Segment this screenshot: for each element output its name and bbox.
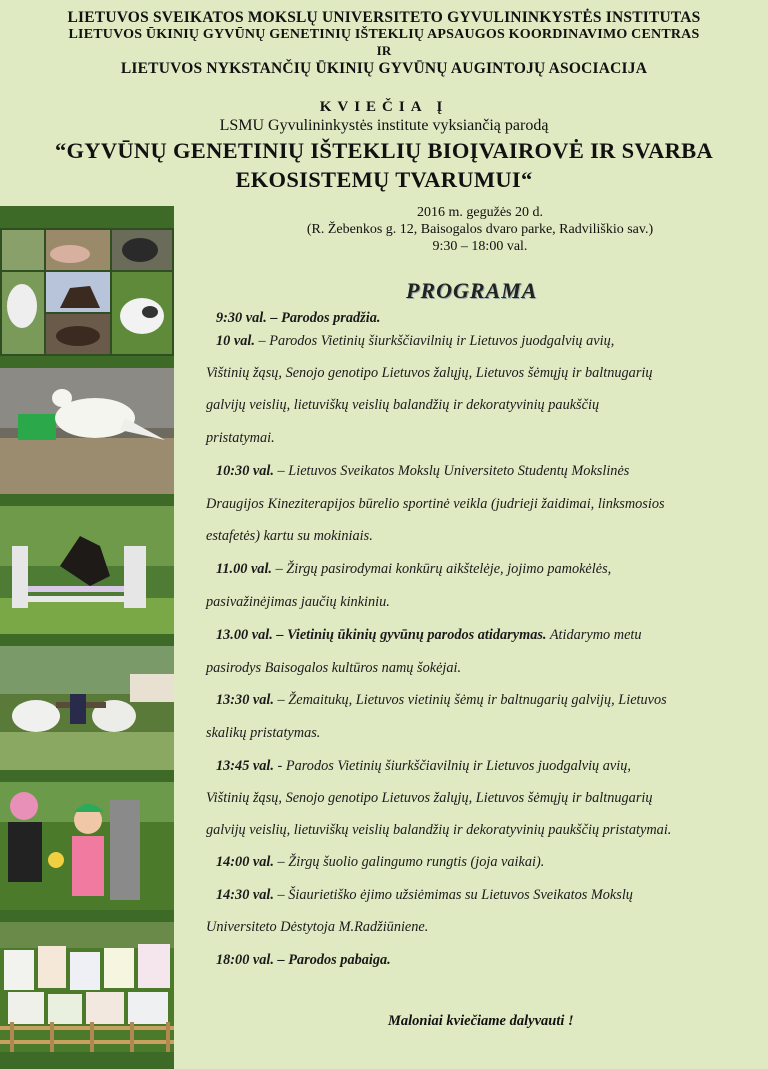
program-text: – Žemaitukų, Lietuvos vietinių šėmų ir baltnugarių galvijų, Lietuvos xyxy=(273,692,667,708)
program-line xyxy=(216,952,391,969)
program-time: 14:30 val. xyxy=(216,887,274,903)
program-line xyxy=(216,333,614,350)
program-text: pasivažinėjimas jaučių kinkiniu. xyxy=(206,594,390,610)
program-time: 13.00 val. xyxy=(216,627,273,643)
program-highlight: – Parodos pradžia. xyxy=(266,310,381,326)
photo-drawings-fence xyxy=(0,922,174,1052)
program-time: 13:45 val. xyxy=(216,758,274,774)
program-text: Universiteto Dėstytoja M.Radžiūniene. xyxy=(206,919,429,935)
program-line xyxy=(216,627,642,644)
program-line xyxy=(206,822,671,839)
program-line xyxy=(206,790,653,807)
program-line xyxy=(216,561,611,578)
event-time: 9:30 – 18:00 val. xyxy=(432,239,528,254)
closing-invitation: Maloniai kviečiame dalyvauti ! xyxy=(388,1013,574,1029)
photo-sidebar xyxy=(0,206,174,1069)
program-line xyxy=(206,725,320,742)
program-line xyxy=(206,660,461,677)
photo-children xyxy=(0,782,174,910)
event-subtitle: LSMU Gyvulininkystės institute vyksiančią parodą xyxy=(219,117,549,134)
org-line-3: IR xyxy=(376,43,392,58)
program-time: 10 val. xyxy=(216,333,255,349)
photo-oxen-cart xyxy=(0,646,174,770)
program-time: 18:00 val. xyxy=(216,952,274,968)
program-text: – Parodos Vietinių šiurkščiavilnių ir Lietuvos juodgalvių avių, xyxy=(254,333,615,349)
program-time: 9:30 val. xyxy=(216,310,267,326)
program-time: 13:30 val. xyxy=(216,692,274,708)
program-time: 11.00 val. xyxy=(216,561,272,577)
invitation xyxy=(0,98,768,193)
event-title-2: EKOSISTEMŲ TVARUMUI“ xyxy=(235,167,533,192)
photo-animal-collage xyxy=(0,228,174,356)
program-text: galvijų veislių, lietuviškų veislių balandžių ir dekoratyvinių paukščių xyxy=(206,397,600,413)
program-text: Vištinių žąsų, Senojo genotipo Lietuvos žalųjų, Lietuvos šėmųjų ir baltnugarių xyxy=(206,365,653,381)
program-line xyxy=(216,758,631,775)
program-time: 14:00 val. xyxy=(216,854,274,870)
program-text: - Parodos Vietinių šiurkščiavilnių ir Lietuvos juodgalvių avių, xyxy=(273,758,631,774)
program-text: galvijų veislių, lietuviškų veislių balandžių ir dekoratyvinių paukščių pristatymai. xyxy=(206,822,672,838)
program-line xyxy=(206,397,599,414)
program-text: – Žirgų pasirodymai konkūrų aikštelėje, jojimo pamokėlės, xyxy=(272,561,612,577)
header xyxy=(0,8,768,78)
program-highlight: – Vietinių ūkinių gyvūnų parodos atidarymas. xyxy=(272,627,547,643)
program-heading: PROGRAMA xyxy=(406,278,538,303)
program-line xyxy=(206,528,373,545)
program-line xyxy=(216,692,667,709)
program-text: pristatymai. xyxy=(206,430,275,446)
invites-label: KVIEČIA Į xyxy=(319,99,449,115)
program-line xyxy=(206,430,275,447)
org-line-1: LIETUVOS SVEIKATOS MOKSLŲ UNIVERSITETO GYVULININKYSTĖS INSTITUTAS xyxy=(67,9,701,26)
program-line xyxy=(216,310,380,327)
program-text: – Šiaurietiško ėjimo užsiėmimas su Lietuvos Sveikatos Mokslų xyxy=(273,887,633,903)
program-line xyxy=(206,919,428,936)
photo-white-dove xyxy=(0,368,174,494)
org-line-4: LIETUVOS NYKSTANČIŲ ŪKINIŲ GYVŪNŲ AUGINTOJŲ ASOCIACIJA xyxy=(120,60,648,77)
program-text: skalikų pristatymas. xyxy=(206,725,321,741)
program-text: pasirodys Baisogalos kultūros namų šokėjai. xyxy=(206,660,462,676)
program-text: Draugijos Kineziterapijos būrelio sportinė veikla (judrieji žaidimai, linksmosios xyxy=(206,496,665,512)
program-highlight: – Parodos pabaiga. xyxy=(273,952,391,968)
program-line xyxy=(206,594,390,611)
program-line xyxy=(216,463,629,480)
program-text: – Žirgų šuolio galingumo rungtis (joja vaikai). xyxy=(273,854,545,870)
program-line xyxy=(206,496,665,513)
org-line-2: LIETUVOS ŪKINIŲ GYVŪNŲ GENETINIŲ IŠTEKLIŲ APSAUGOS KOORDINAVIMO CENTRAS xyxy=(68,27,700,42)
event-date: 2016 m. gegužės 20 d. xyxy=(417,205,543,220)
program-text: Vištinių žąsų, Senojo genotipo Lietuvos žalųjų, Lietuvos šėmųjų ir baltnugarių xyxy=(206,790,653,806)
program-line xyxy=(216,887,633,904)
program-text: estafetės) kartu su mokiniais. xyxy=(206,528,373,544)
program-line xyxy=(206,365,653,382)
program-text: – Lietuvos Sveikatos Mokslų Universiteto Studentų Mokslinės xyxy=(273,463,630,479)
program-time: 10:30 val. xyxy=(216,463,274,479)
photo-horse-jumping xyxy=(0,506,174,634)
program-line xyxy=(216,854,544,871)
event-details xyxy=(270,204,690,255)
program-text: Atidarymo metu xyxy=(546,627,642,643)
event-place: (R. Žebenkos g. 12, Baisogalos dvaro parke, Radviliškio sav.) xyxy=(306,222,654,237)
event-title-1: “GYVŪNŲ GENETINIŲ IŠTEKLIŲ BIOĮVAIROVĖ IR SVARBA xyxy=(54,138,714,163)
